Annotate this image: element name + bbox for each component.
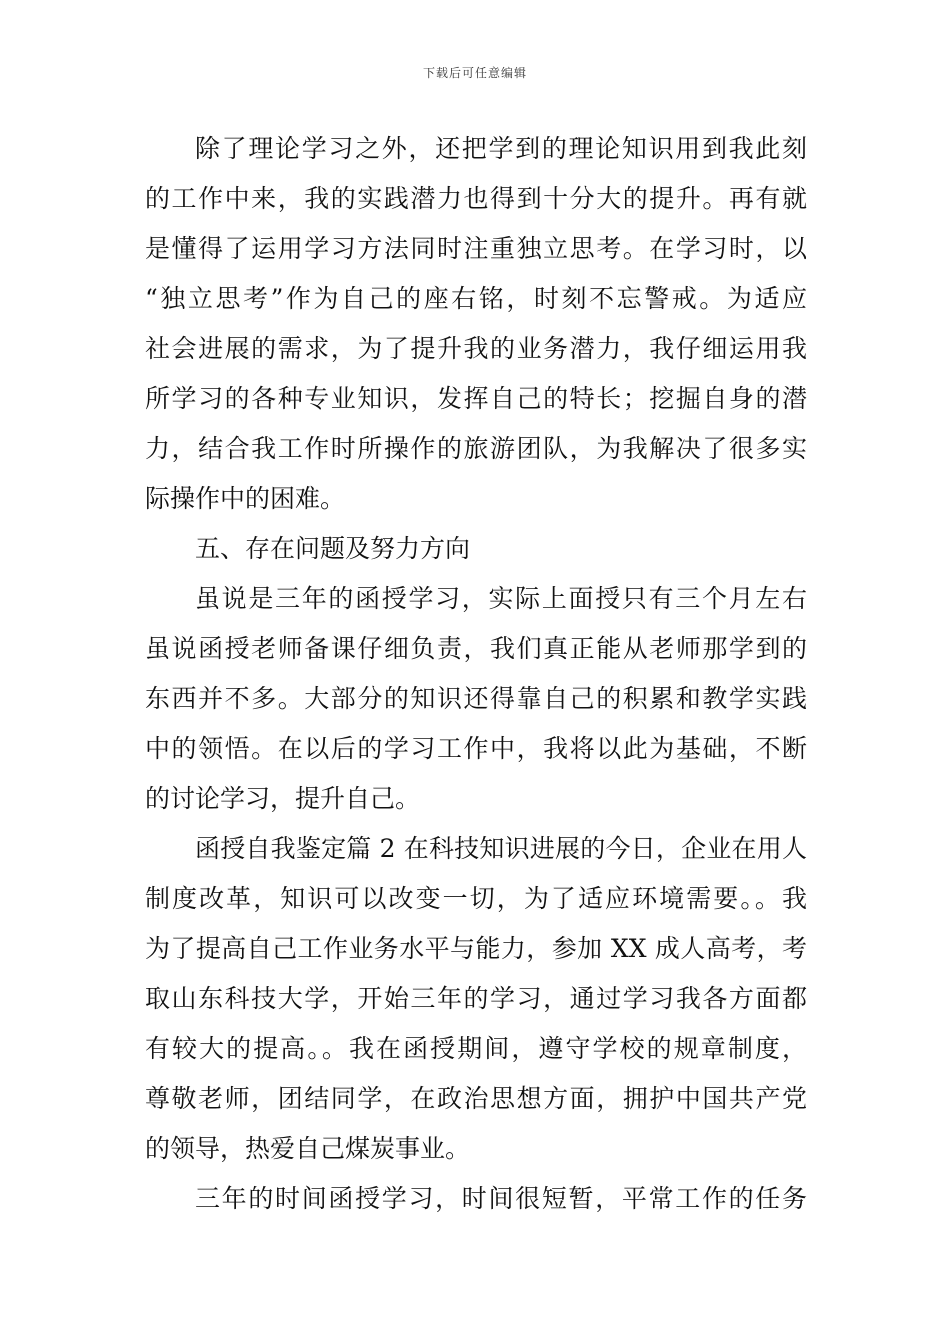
paragraph-2-line-5: 的讨论学习，提升自己。 [145,784,421,813]
paragraph-1-line-6: 所学习的各种专业知识，发挥自己的特长；挖掘自身的潜 [145,384,807,413]
paragraph-1-line-2: 的工作中来，我的实践潜力也得到十分大的提升。再有就 [145,184,807,213]
page-header: 下载后可任意编辑 [422,66,527,80]
paragraph-3-line-2: 制度改革，知识可以改变一切，为了适应环境需要。。我 [145,884,807,913]
section-heading: 五、存在问题及努力方向 [195,534,471,563]
paragraph-2-line-2: 虽说函授老师备课仔细负责，我们真正能从老师那学到的 [145,634,807,663]
paragraph-3-line-5: 有较大的提高。。我在函授期间，遵守学校的规章制度， [145,1034,807,1063]
paragraph-1-line-7: 力，结合我工作时所操作的旅游团队，为我解决了很多实 [145,434,807,463]
paragraph-2-line-3: 东西并不多。大部分的知识还得靠自己的积累和教学实践 [145,684,807,713]
paragraph-3-line-6: 尊敬老师，团结同学，在政治思想方面，拥护中国共产党 [145,1084,807,1113]
paragraph-3-line-3: 为了提高自己工作业务水平与能力，参加 XX 成人高考，考 [145,934,807,963]
paragraph-2-line-4: 中的领悟。在以后的学习工作中，我将以此为基础，不断 [145,734,807,763]
paragraph-3-line-7: 的领导，热爱自己煤炭事业。 [145,1134,471,1163]
paragraph-1-line-8: 际操作中的困难。 [145,484,346,513]
paragraph-1-line-1: 除了理论学习之外，还把学到的理论知识用到我此刻 [195,134,807,163]
paragraph-1-line-5: 社会进展的需求，为了提升我的业务潜力，我仔细运用我 [145,334,807,363]
paragraph-3-line-4: 取山东科技大学，开始三年的学习，通过学习我各方面都 [145,984,807,1013]
paragraph-1-line-4: “独立思考”作为自己的座右铭，时刻不忘警戒。为适应 [145,284,807,313]
paragraph-3-line-1: 函授自我鉴定篇 2 在科技知识进展的今日，企业在用人 [195,834,807,863]
paragraph-4-line-1: 三年的时间函授学习，时间很短暂，平常工作的任务 [195,1184,807,1213]
document-body [145,124,807,1224]
paragraph-2-line-1: 虽说是三年的函授学习，实际上面授只有三个月左右 [195,584,807,613]
paragraph-1-line-3: 是懂得了运用学习方法同时注重独立思考。在学习时，以 [145,234,807,263]
